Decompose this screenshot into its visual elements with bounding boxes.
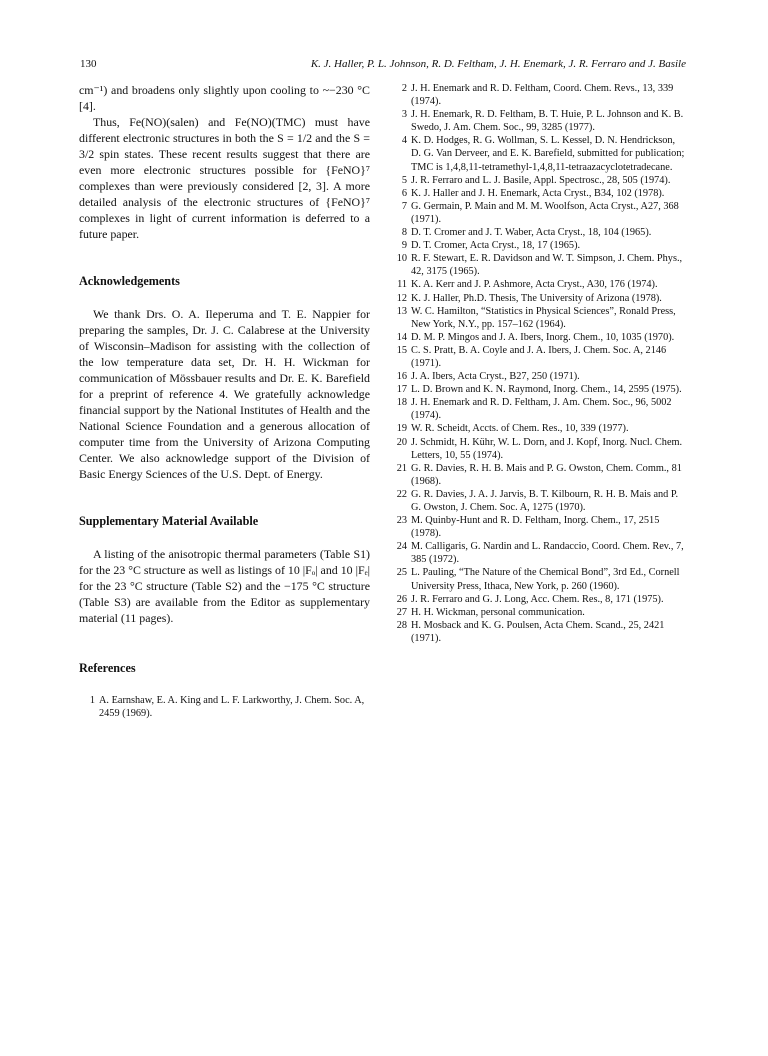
reference-text: G. Germain, P. Main and M. M. Woolfson, Acta Cryst., A27, 368 (1971).: [411, 200, 679, 225]
reference-number: 15: [396, 344, 407, 356]
acknowledgements-text: We thank Drs. O. A. Ileperuma and T. E. Nappier for preparing the samples, Dr. J. C. Calabrese at the University of Wisconsin–Madison for assisting with the collection of the low temperature data set, Dr. H. H. Wickman for communication of Mössbauer results and Dr. E. K. Barefield for a preprint of reference 4. We gratefully acknowledge financial support by the National Institutes of Health and the National Science Foundation and a generous allocation of computer time from the University of Arizona Computing Center. We also acknowledge support of the Division of Basic Energy Sciences of the U.S. Dept. of Energy.: [79, 307, 370, 481]
reference-item: [391, 488, 686, 514]
running-head-authors: K. J. Haller, P. L. Johnson, R. D. Feltham, J. H. Enemark, J. R. Ferraro and J. Basile: [310, 58, 686, 70]
reference-text: G. R. Davies, J. A. J. Jarvis, B. T. Kilbourn, R. H. B. Mais and P. G. Owston, J. Chem. Soc. A, 1275 (1970).: [411, 488, 679, 513]
reference-number: 23: [396, 515, 407, 527]
reference-text: K. J. Haller, Ph.D. Thesis, The University of Arizona (1978).: [411, 292, 662, 304]
reference-item: [391, 383, 686, 396]
right-column: [391, 82, 686, 645]
reference-item: [391, 462, 686, 488]
intro-paragraph: Thus, Fe(NO)(salen) and Fe(NO)(TMC) must have different electronic structures in both the S = 1/2 and the S = 3/2 spin states. These recent results suggest that there are even more electronic structures possible for {FeNO}⁷ complexes than were previously considered [2, 3]. A more detailed analysis of the electronic structures of {FeNO}⁷ complexes in light of current information is deferred to a future paper.: [79, 115, 370, 241]
reference-text: D. M. P. Mingos and J. A. Ibers, Inorg. Chem., 10, 1035 (1970).: [411, 331, 675, 343]
reference-number: 24: [396, 541, 407, 553]
reference-item: [391, 239, 686, 252]
reference-item: [391, 593, 686, 606]
reference-item: [391, 606, 686, 619]
reference-text: M. Calligaris, G. Nardin and L. Randaccio, Coord. Chem. Rev., 7, 385 (1972).: [411, 541, 684, 566]
reference-text: A. Earnshaw, E. A. King and L. F. Larkworthy, J. Chem. Soc. A, 2459 (1969).: [99, 695, 365, 720]
references-list-right: [391, 82, 686, 645]
reference-text: W. C. Hamilton, “Statistics in Physical Sciences”, Ronald Press, New York, N.Y., pp. 157–162 (1964).: [411, 305, 676, 330]
references-list-left: [79, 694, 370, 720]
reference-number: 26: [396, 593, 407, 605]
reference-item: [391, 252, 686, 278]
reference-item: [391, 436, 686, 462]
reference-number: 3: [401, 109, 407, 121]
reference-text: J. A. Ibers, Acta Cryst., B27, 250 (1971).: [411, 371, 580, 383]
reference-text: L. D. Brown and K. N. Raymond, Inorg. Chem., 14, 2595 (1975).: [411, 384, 682, 396]
reference-number: 19: [396, 423, 407, 435]
reference-item: [391, 82, 686, 108]
reference-number: 28: [396, 619, 407, 631]
reference-item: [391, 174, 686, 187]
reference-text: J. Schmidt, H. Kühr, W. L. Dorn, and J. Kopf, Inorg. Nucl. Chem. Letters, 10, 55 (1974).: [411, 436, 683, 461]
supplementary-heading: Supplementary Material Available: [79, 514, 259, 528]
reference-number: 18: [396, 397, 407, 409]
reference-text: H. Mosback and K. G. Poulsen, Acta Chem. Scand., 25, 2421 (1971).: [411, 619, 665, 644]
references-heading: References: [79, 661, 136, 675]
reference-number: 8: [401, 227, 407, 239]
reference-item: [391, 226, 686, 239]
reference-text: H. H. Wickman, personal communication.: [411, 606, 585, 618]
reference-number: 22: [396, 488, 407, 500]
supplementary-text: A listing of the anisotropic thermal parameters (Table S1) for the 23 °C structure as well as listings of 10 |Fₒ| and 10 |Fₑ| for the 23 °C structure (Table S2) and the −175 °C structure (Table S3) are available from the Editor as supplementary material (11 pages).: [79, 547, 370, 625]
page-header: [80, 56, 686, 72]
reference-item: [391, 370, 686, 383]
reference-item: [79, 694, 370, 720]
acknowledgements-heading: Acknowledgements: [79, 274, 180, 288]
reference-text: K. J. Haller and J. H. Enemark, Acta Cryst., B34, 102 (1978).: [411, 187, 665, 199]
reference-item: [391, 540, 686, 566]
reference-item: [391, 422, 686, 435]
reference-number: 5: [401, 174, 407, 186]
reference-number: 10: [396, 253, 407, 265]
reference-number: 7: [401, 200, 407, 212]
reference-item: [391, 108, 686, 134]
reference-number: 1: [89, 695, 95, 706]
reference-number: 13: [396, 305, 407, 317]
reference-number: 6: [401, 187, 407, 199]
reference-text: R. F. Stewart, E. R. Davidson and W. T. Simpson, J. Chem. Phys., 42, 3175 (1965).: [411, 253, 683, 278]
reference-item: [391, 331, 686, 344]
reference-text: K. A. Kerr and J. P. Ashmore, Acta Cryst., A30, 176 (1974).: [411, 279, 658, 291]
reference-item: [391, 305, 686, 331]
reference-text: D. T. Cromer, Acta Cryst., 18, 17 (1965).: [411, 240, 581, 252]
reference-text: J. R. Ferraro and G. J. Long, Acc. Chem. Res., 8, 171 (1975).: [411, 593, 664, 605]
reference-item: [391, 200, 686, 226]
reference-text: K. D. Hodges, R. G. Wollman, S. L. Kessel, D. N. Hendrickson, D. G. Van Derveer, and E. K. Barefield, submitted for publication; TMC is 1,4,8,11-tetramethyl-1,4,8,11-tetraazacyclotetradecane.: [411, 135, 685, 173]
reference-text: J. R. Ferraro and L. J. Basile, Appl. Spectrosc., 28, 505 (1974).: [411, 174, 671, 186]
reference-item: [391, 292, 686, 305]
reference-text: J. H. Enemark and R. D. Feltham, J. Am. Chem. Soc., 96, 5002 (1974).: [411, 397, 672, 422]
reference-item: [391, 187, 686, 200]
reference-number: 25: [396, 567, 407, 579]
reference-item: [391, 619, 686, 645]
page-number: 130: [80, 58, 97, 70]
reference-text: G. R. Davies, R. H. B. Mais and P. G. Owston, Chem. Comm., 81 (1968).: [411, 462, 682, 487]
reference-item: [391, 514, 686, 540]
reference-text: M. Quinby-Hunt and R. D. Feltham, Inorg. Chem., 17, 2515 (1978).: [411, 515, 660, 540]
reference-text: D. T. Cromer and J. T. Waber, Acta Cryst., 18, 104 (1965).: [411, 227, 652, 239]
reference-text: J. H. Enemark, R. D. Feltham, B. T. Huie, P. L. Johnson and K. B. Swedo, J. Am. Chem. Soc., 99, 3285 (1977).: [411, 109, 684, 134]
reference-number: 16: [396, 371, 407, 383]
reference-number: 17: [396, 384, 407, 396]
reference-item: [391, 344, 686, 370]
reference-number: 20: [396, 436, 407, 448]
reference-item: [391, 134, 686, 173]
reference-item: [391, 566, 686, 592]
intro-paragraph-continued: cm⁻¹) and broadens only slightly upon cooling to ~−230 °C [4].: [79, 83, 370, 113]
reference-number: 4: [401, 135, 407, 147]
reference-text: C. S. Pratt, B. A. Coyle and J. A. Ibers, J. Chem. Soc. A, 2146 (1971).: [411, 344, 667, 369]
reference-item: [391, 278, 686, 291]
reference-text: L. Pauling, “The Nature of the Chemical Bond”, 3rd Ed., Cornell University Press, Ithaca, New York, p. 260 (1960).: [411, 567, 680, 592]
reference-text: W. R. Scheidt, Accts. of Chem. Res., 10, 339 (1977).: [411, 423, 629, 435]
reference-number: 12: [396, 292, 407, 304]
reference-number: 2: [401, 83, 407, 94]
reference-item: [391, 396, 686, 422]
reference-text: J. H. Enemark and R. D. Feltham, Coord. Chem. Revs., 13, 339 (1974).: [411, 83, 674, 108]
reference-number: 14: [396, 331, 407, 343]
reference-number: 21: [396, 462, 407, 474]
reference-number: 27: [396, 606, 407, 618]
left-column: [79, 82, 370, 720]
reference-number: 11: [397, 279, 407, 291]
reference-number: 9: [401, 240, 407, 252]
